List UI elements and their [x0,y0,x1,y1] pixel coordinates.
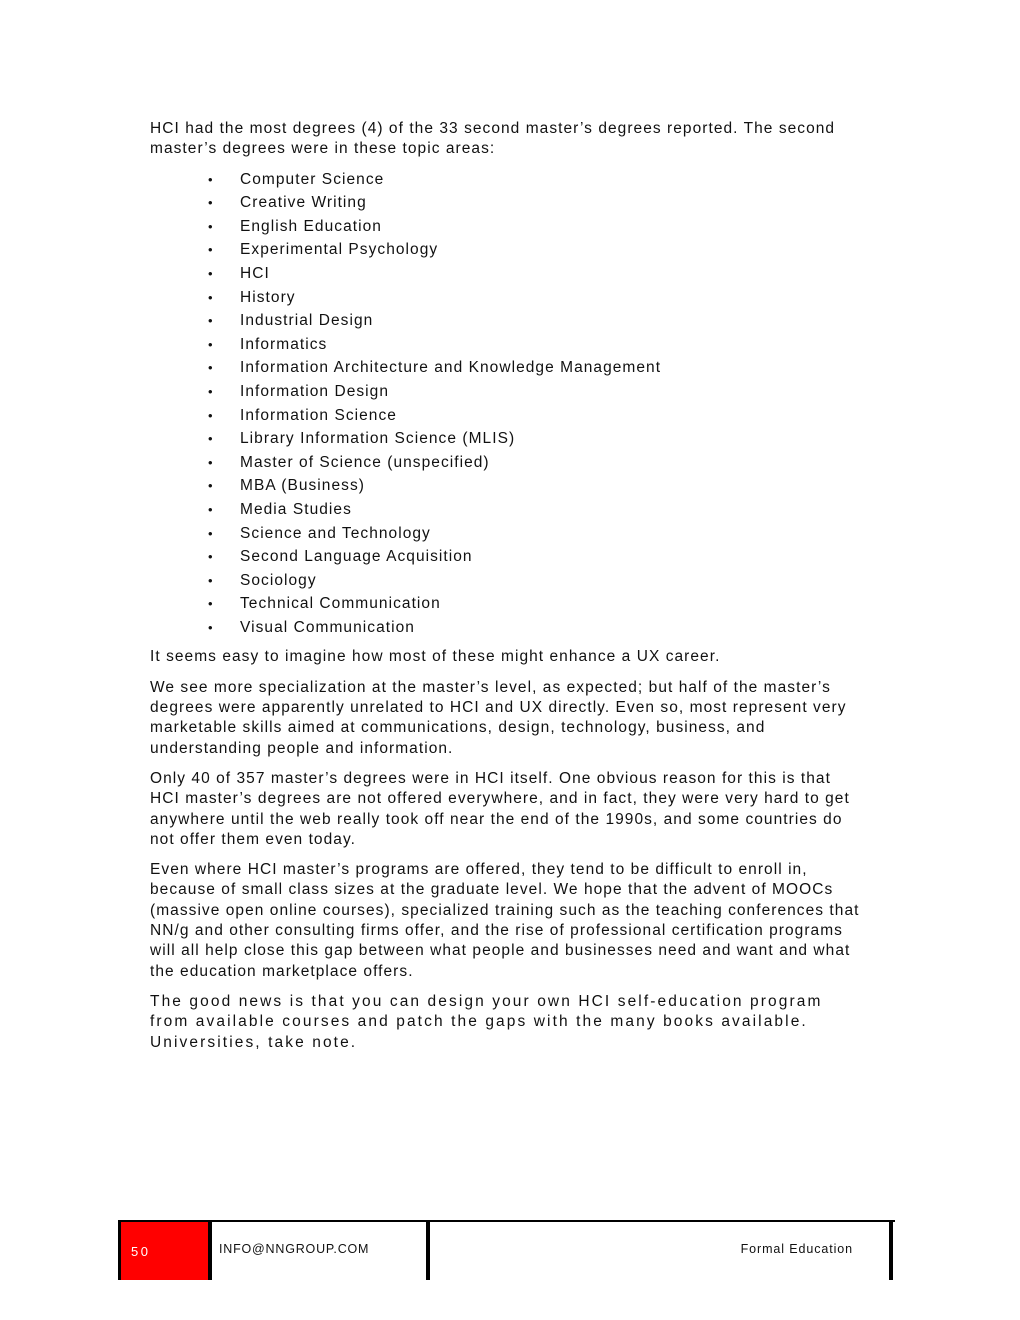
footer-divider [426,1222,430,1280]
paragraph-good-news: The good news is that you can design your own HCI self-education program from available courses and patch the gaps with the many books available. Universities, take note. [150,992,823,1051]
bullet-icon: • [208,431,214,447]
bullet-icon: • [208,596,214,612]
bullet-icon: • [208,171,214,187]
page-footer [118,1220,895,1280]
bullet-icon: • [208,478,214,494]
bullet-icon: • [208,501,214,517]
page-number: 50 [131,1244,151,1259]
list-item: • Information Design [150,380,862,404]
list-item: • History [150,286,862,310]
list-item: • Technical Communication [150,592,862,616]
bullet-icon: • [208,195,214,211]
bullet-icon: • [208,265,214,281]
list-item: • HCI [150,262,862,286]
list-item: • Information Science [150,404,862,428]
list-item: • English Education [150,215,862,239]
bullet-icon: • [208,313,214,329]
list-item: • Computer Science [150,168,862,192]
intro-paragraph: HCI had the most degrees (4) of the 33 second master’s degrees reported. The second master’s degrees were in these topic areas: [150,120,836,158]
list-item: • Creative Writing [150,191,862,215]
list-item: • Second Language Acquisition [150,545,862,569]
footer-email-link[interactable]: INFO@NNGROUP.COM [219,1242,370,1256]
list-item: • Industrial Design [150,309,862,333]
paragraph-hci-degrees: Only 40 of 357 master’s degrees were in HCI itself. One obvious reason for this is that HCI master’s degrees are not offered everywhere, and in fact, they were very hard to get anywhere until the web really took off near the end of the 1990s, and some countries do not offer them even today. [150,769,850,848]
footer-divider [208,1222,212,1280]
bullet-icon: • [208,549,214,565]
bullet-icon: • [208,336,214,352]
list-item: • Experimental Psychology [150,238,862,262]
list-item: • Media Studies [150,498,862,522]
list-item: • Sociology [150,569,862,593]
bullet-icon: • [208,619,214,635]
list-item: • MBA (Business) [150,474,862,498]
bullet-icon: • [208,572,214,588]
bullet-icon: • [208,218,214,234]
bullet-icon: • [208,289,214,305]
footer-section-title: Formal Education [740,1242,853,1256]
bullet-icon: • [208,525,214,541]
bullet-icon: • [208,407,214,423]
list-item: • Library Information Science (MLIS) [150,427,862,451]
page-number-box [118,1222,208,1280]
bullet-icon: • [208,454,214,470]
list-item: • Informatics [150,333,862,357]
document-body [150,119,862,1063]
footer-rule [118,1220,895,1222]
list-item: • Master of Science (unspecified) [150,451,862,475]
bullet-icon: • [208,383,214,399]
paragraph-enrollment: Even where HCI master’s programs are offered, they tend to be difficult to enroll in, because of small class sizes at the graduate level. We hope that the advent of MOOCs (massive open online courses), specialized training such as the teaching conferences that NN/g and other consulting firms offer, and the rise of professional certification programs will all help close this gap between what people and businesses need and want and what the education marketplace offers. [150,861,860,980]
bullet-icon: • [208,242,214,258]
list-item: • Information Architecture and Knowledge Management [150,356,862,380]
list-item: • Visual Communication [150,616,862,640]
footer-divider [889,1222,893,1280]
topic-list [150,168,862,640]
paragraph-career: It seems easy to imagine how most of these might enhance a UX career. [150,648,721,666]
list-item: • Science and Technology [150,522,862,546]
paragraph-specialization: We see more specialization at the master’s level, as expected; but half of the master’s degrees were apparently unrelated to HCI and UX directly. Even so, most represent very marketable skills aimed at communications, design, technology, business, and understanding people and information. [150,678,847,757]
bullet-icon: • [208,360,214,376]
